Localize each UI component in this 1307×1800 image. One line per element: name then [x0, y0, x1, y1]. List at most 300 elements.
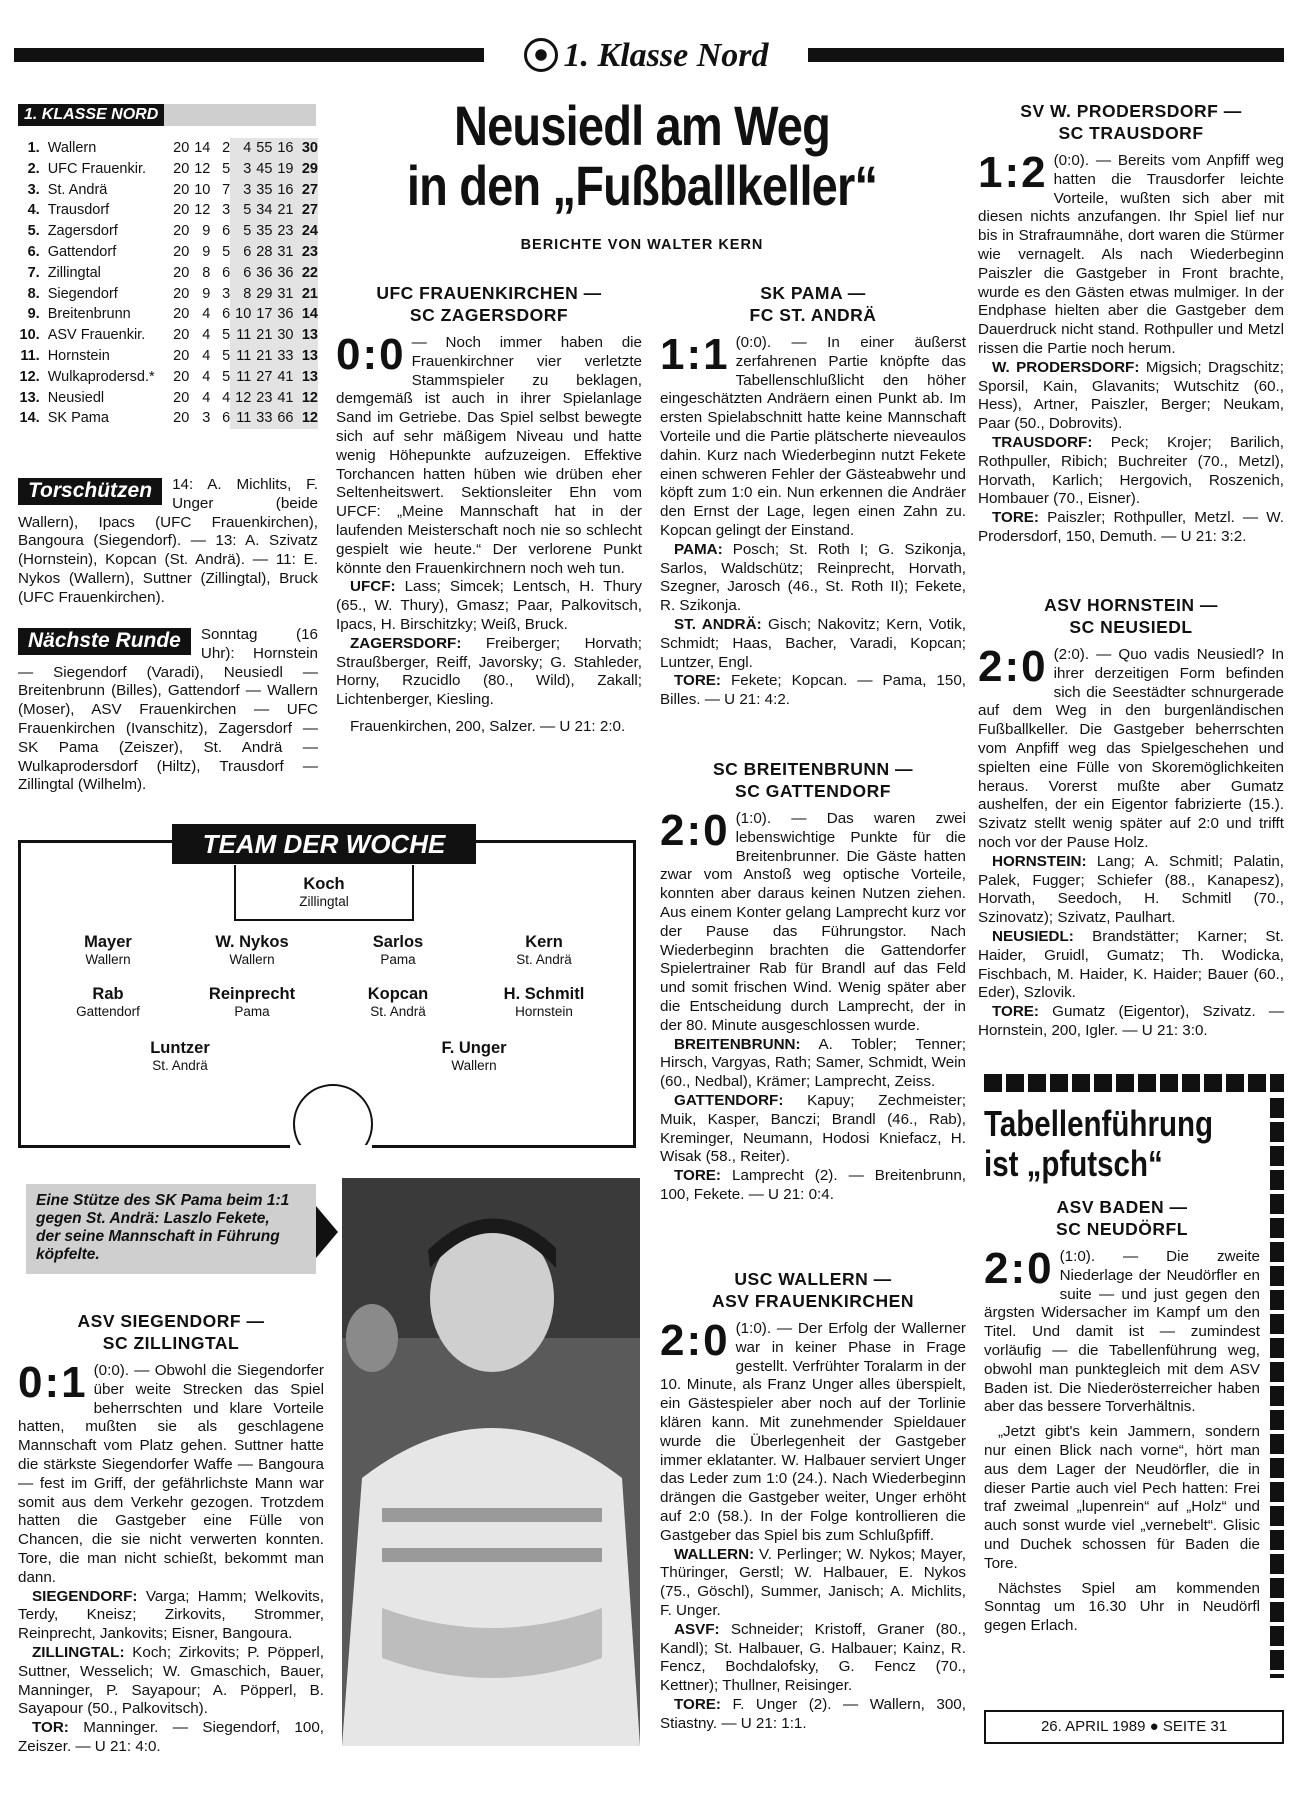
main-headline — [332, 96, 952, 216]
next-round-text — [18, 626, 318, 795]
standings-cell-gf: 36 — [251, 263, 272, 284]
standings-cell-s: 3 — [202, 410, 211, 427]
standings-cell-n: 12 — [230, 388, 251, 409]
standings-cell-pts: 29 — [293, 159, 318, 180]
scorers-label: Torschützen — [18, 478, 162, 505]
player-club: Gattendorf — [76, 1004, 140, 1019]
standings-cell-sp: 20 — [173, 181, 190, 198]
lineup-text: Brandstätter; Karner; St. Haider, Gruidl, Gumatz; Th. Wodicka, Fischbach, M. Haider, K. Haider; Bauer (60., Eder), Szlovik. — [978, 927, 1284, 1002]
standings-row — [18, 263, 318, 284]
standings-cell-pts: 13 — [293, 367, 318, 388]
match-title: SC NEUSIEDL — [1069, 617, 1193, 637]
player-club: Zillingtal — [299, 894, 349, 909]
next-round-label: Nächste Runde — [18, 628, 191, 655]
standings-cell-ga: 36 — [272, 304, 293, 325]
lineup-text: Lang; A. Schmitl; Palatin, Palek, Fugger; Schiefer (88., Kanapesz), Horvath, Seedoch, H. Schmitl (70., Szinovatz); Szivatz, Paulhart. — [978, 852, 1284, 927]
standings-cell-s: 9 — [202, 223, 211, 240]
match-body: (0:0). — Obwohl die Siegendorfer über weite Strecken das Spiel beherrschten und klare Vorteile hatten, mußten sie als geschlagene Mannschaft vom Platz gehen. Suttner hatte die stärkste Siegendorfer Waffe — Bangoura — fest im Griff, der gefährlichste Mann war somit aus dem Verkehr gezogen. Trotzdem hatten die Gastgeber eine Fülle von Chancen, die sie nicht verwerten konnten. Tore, die man nicht schießt, bekommt man dann. — [18, 1362, 324, 1586]
match-title: ASV BADEN — — [1056, 1197, 1188, 1217]
standings-cell-rank: 11. — [20, 347, 40, 364]
standings-cell-rank: 9. — [27, 306, 40, 323]
standings-cell-gf: 17 — [251, 304, 272, 325]
match-score: 2:0 — [660, 806, 730, 855]
standings-row — [18, 180, 318, 201]
match-body: (2:0). — Quo vadis Neusiedl? In ihrer derzeitigen Form befinden sich die Seestädter schnurgerade auf dem Weg in den burgenländischen Fußballkeller. Die Gastgeber beherrschten vom Anpfiff weg das Spielgeschehen und spielten eine Fülle von Skoremöglichkeiten heraus. Vorerst mußte aber Gumatz aushelfen, der ein Eigentor fabrizierte (15.). Szivatz stellt wenig später auf 2:0 und trifft noch vor der Pause Holz. — [978, 646, 1284, 851]
lineup — [660, 1036, 966, 1092]
standings-cell-ga: 30 — [272, 325, 293, 346]
match-report-pama — [660, 282, 966, 710]
footer-label: TORE: — [992, 1003, 1039, 1021]
standings-cell-pts: 14 — [293, 304, 318, 325]
standings-cell-team: St. Andrä — [47, 181, 108, 198]
banner-rule-left — [14, 48, 484, 62]
headline-line-1: Neusiedl am Weg — [453, 94, 831, 157]
lineup — [660, 1546, 966, 1621]
standings-cell-n: 8 — [230, 284, 251, 305]
scorers-body: 14: A. Michlits, F. Unger (beide Wallern), Ipacs (UFC Frauenkirchen), Bangoura (Siegendorf). — 13: A. Szivatz (Hornstein), Kopcan (St. Andrä). — 11: E. Nykos (Wallern), Suttner (Zillingtal), Bruck (UFC Frauenkirchen). — [18, 476, 318, 606]
standings-row — [18, 346, 318, 367]
lineup — [18, 1644, 324, 1719]
match-score: 2:0 — [660, 1316, 730, 1365]
standings-cell-sp: 20 — [173, 285, 190, 302]
standings-cell-sp: 20 — [173, 410, 190, 427]
player-club: St. Andrä — [370, 1004, 426, 1019]
standings-cell-team: Neusiedl — [47, 389, 105, 406]
standings-cell-n: 4 — [230, 138, 251, 159]
player-photo-illustration — [342, 1178, 640, 1746]
standings-cell-s: 14 — [194, 140, 211, 156]
standings-cell-rank: 6. — [27, 243, 40, 260]
standings-cell-s: 8 — [202, 264, 211, 281]
standings-cell-u: 7 — [222, 181, 231, 198]
player-name: H. Schmitl — [503, 985, 585, 1003]
lineup-label: W. PRODERSDORF: — [992, 358, 1140, 376]
footer-label: TORE: — [674, 1167, 721, 1185]
match-report-breitenbrunn — [660, 758, 966, 1205]
standings-cell-n: 5 — [230, 221, 251, 242]
standings-cell-ga: 16 — [272, 180, 293, 201]
standings-cell-s: 12 — [194, 202, 211, 219]
standings-cell-team: Breitenbrunn — [47, 306, 131, 323]
standings-cell-s: 4 — [202, 389, 211, 406]
lineup-text: Gisch; Nakovitz; Kern, Votik, Schmidt; Haas, Bacher, Varadi, Kopcan; Luntzer, Engl. — [660, 615, 966, 671]
footer-text: Gumatz (Eigentor), Szivatz. — Hornstein, 200, Igler. — U 21: 3:0. — [978, 1003, 1284, 1039]
player-name: Rab — [92, 985, 124, 1003]
player-club: Wallern — [229, 952, 275, 967]
standings-row — [18, 284, 318, 305]
side-story-right-border — [1270, 1098, 1284, 1678]
match-title: SV W. PRODERSDORF — — [1020, 101, 1242, 121]
standings-cell-sp: 20 — [173, 223, 190, 240]
team-player — [474, 932, 614, 968]
match-title: USC WALLERN — — [734, 1269, 892, 1289]
lineup-label: TRAUSDORF: — [992, 433, 1093, 451]
match-score: 1:1 — [660, 330, 730, 379]
match-title: SC TRAUSDORF — [1058, 123, 1204, 143]
standings-cell-n: 10 — [230, 304, 251, 325]
match-title: SC BREITENBRUNN — — [712, 759, 914, 779]
lineup-text: Migsich; Dragschitz; Sporsil, Kain, Glavanits; Wutschitz (60., Hess), Artner, Paiszler, Berger; Neukam, Paar (50., Dobrovits). — [978, 358, 1284, 433]
banner-rule-right — [808, 48, 1284, 62]
standings-cell-s: 4 — [202, 347, 211, 364]
standings-cell-team: Wulkaprodersd.* — [47, 368, 155, 385]
standings-cell-n: 6 — [230, 242, 251, 263]
standings-cell-ga: 66 — [272, 408, 293, 429]
standings-cell-pts: 27 — [293, 180, 318, 201]
match-score: 2:0 — [984, 1244, 1054, 1293]
standings-cell-ga: 41 — [272, 367, 293, 388]
match-title: ASV SIEGENDORF — — [77, 1311, 265, 1331]
player-name: Reinprecht — [208, 985, 296, 1003]
standings-cell-s: 12 — [194, 160, 211, 177]
standings-cell-pts: 24 — [293, 221, 318, 242]
lineup — [660, 541, 966, 616]
standings-cell-u: 5 — [222, 347, 231, 364]
match-footer: Frauenkirchen, 200, Salzer. — U 21: 2:0. — [350, 717, 626, 735]
section-title: 1. Klasse Nord — [563, 37, 769, 74]
standings-row — [18, 367, 318, 388]
standings-cell-pts: 13 — [293, 325, 318, 346]
field-edge-cover — [290, 1145, 372, 1165]
standings-cell-u: 3 — [222, 285, 231, 302]
lineup-label: ST. ANDRÄ: — [674, 615, 762, 633]
lineup-label: PAMA: — [674, 540, 723, 558]
match-title: UFC FRAUENKIRCHEN — — [376, 283, 602, 303]
team-player — [328, 984, 468, 1020]
next-round-body: Sonntag (16 Uhr): Hornstein — Siegendorf (Varadi), Neusiedl — Breitenbrunn (Billes), Gattendorf — Wallern (Moser), ASV Frauenkirchen — UFC Frauenkirchen (Ivanschitz), Zagersdorf — SK Pama (Zeiszer), St. Andrä — Wulkaprodersdorf (Hiltz), Trausdorf — Zillingtal (Wilhelm). — [18, 626, 318, 794]
team-player — [182, 932, 322, 968]
match-body: — Noch immer haben die Frauenkirchner vier verletzte Stammspieler zu beklagen, demgemäß ist auch in ihrer Spielanlage Sand im Getriebe. Das Spiel selbst bewegte sich auf sehr mäßigem Niveau und hatte wenig Höhepunkte aufzuzeigen. Effektive Torchancen hatten hüben wie drüben eher Seltenheitswert. Sektionsleiter Ehn vom UFCF: „Meine Mannschaft hat in der laufenden Meisterschaft noch nie so schlecht gespielt wie heute.“ Der verlorene Punkt könnte den Frauenkirchnern noch weh tun. — [336, 334, 642, 577]
standings-cell-ga: 19 — [272, 159, 293, 180]
standings-cell-pts: 27 — [293, 200, 318, 221]
standings-cell-rank: 5. — [27, 223, 40, 240]
standings-cell-ga: 21 — [272, 200, 293, 221]
lineup-text: Peck; Krojer; Barilich, Rothpuller, Ribich; Buchreiter (70., Metzl), Horvath, Karlich; Hergovich, Roszenich, Hombauer (70., Eisner). — [978, 433, 1284, 508]
standings-cell-pts: 23 — [293, 242, 318, 263]
lineup-text: Posch; St. Roth I; G. Szikonja, Sarlos, Waldschütz; Reinprecht, Horvath, Szegner, Jarosch (46., St. Roth II); Fekete, R. Szikonja. — [660, 540, 966, 615]
team-player — [404, 1038, 544, 1074]
standings-cell-ga: 16 — [272, 138, 293, 159]
lineup-label: BREITENBRUNN: — [674, 1035, 801, 1053]
standings-cell-team: Zagersdorf — [47, 223, 118, 240]
player-name: F. Unger — [441, 1039, 507, 1057]
lineup-text: V. Perlinger; W. Nykos; Mayer, Thüringer, Gerstl; W. Halbauer, E. Nykos (75., Göschl), Summer, Janisch; A. Michlits, F. Unger. — [660, 1545, 966, 1619]
player-club: Pama — [380, 952, 416, 967]
photo-caption: Eine Stütze des SK Pama beim 1:1 gegen St. Andrä: Laszlo Fekete, der seine Mannschaft in Führung köpfelte. — [36, 1192, 290, 1263]
standings-cell-s: 4 — [202, 327, 211, 344]
standings-cell-u: 5 — [222, 368, 231, 385]
standings-cell-pts: 30 — [293, 138, 318, 159]
lineup-label: WALLERN: — [674, 1545, 755, 1563]
standings-cell-gf: 55 — [251, 138, 272, 159]
match-body: (0:0). — Bereits vom Anpfiff weg hatten die Trausdorfer leichte Vorteile, wußten sich aber mit diesen nichts anzufangen. Ihr Spiel lief nur bis in Strafraumnähe, dort waren die Stürmer wie vernagelt. Als nach Wiederbeginn Paiszler die Gastgeber in Front brachte, wurde es den Gästen etwas mulmiger. In der Endphase hielten aber die Gastgeber dem Dauerdruck nicht stand. Rothpuller und Metzl rissen die Partie noch herum. — [978, 152, 1284, 357]
standings-cell-n: 11 — [230, 367, 251, 388]
byline: BERICHTE VON WALTER KERN — [520, 237, 764, 253]
lineup-label: ASVF: — [674, 1620, 720, 1638]
match-title: SC NEUDÖRFL — [1056, 1219, 1188, 1239]
standings-cell-pts: 13 — [293, 346, 318, 367]
standings-cell-u: 6 — [222, 264, 231, 281]
standings-cell-gf: 35 — [251, 221, 272, 242]
match-title: ASV FRAUENKIRCHEN — [712, 1291, 914, 1311]
lineup — [660, 1621, 966, 1696]
standings-cell-rank: 7. — [27, 264, 40, 281]
player-name: Kern — [525, 933, 563, 951]
footer-label: TOR: — [32, 1719, 69, 1737]
standings-cell-ga: 41 — [272, 388, 293, 409]
standings-cell-rank: 12. — [19, 368, 40, 385]
football-icon — [524, 38, 558, 72]
match-title: SC ZAGERSDORF — [409, 305, 569, 325]
match-body: (1:0). — Das waren zwei lebenswichtige Punkte für die Breitenbrunner. Die Gäste hatten zwar vom Anstoß weg optische Vorteile, konnten aber daraus keinen Nutzen ziehen. Aus einem Konter gelang Lamprecht kurz vor der Pause das Führungstor. Nach Wiederbeginn brachten die Gattendorfer Spielertrainer Rab für Brandl auf das Feld und somit frischen Wind. Wenig später aber die Entscheidung durch Lamprecht, der in der 80. Minute ausgeschlossen wurde. — [660, 810, 966, 1034]
standings-cell-n: 11 — [230, 408, 251, 429]
match-title: SC GATTENDORF — [735, 781, 891, 801]
team-player — [38, 932, 178, 968]
player-name: W. Nykos — [215, 933, 289, 951]
match-body: „Jetzt gibt's kein Jammern, sondern nur einen Blick nach vorne“, hört man aus dem Lager der Neudörfler, die in dieser Partie auch viel Pech hatten: Frei traf zweimal „lupenrein“ auf „Holz“ und auch sonst wurde viel „vernebelt“. Glisic und Duchek schossen für Baden die Tore. — [984, 1423, 1260, 1572]
standings-cell-team: Wallern — [47, 140, 97, 156]
match-footer — [18, 1719, 324, 1757]
match-report-ufc — [336, 282, 642, 737]
standings-cell-s: 10 — [194, 181, 211, 198]
match-footer — [978, 509, 1284, 547]
standings-cell-pts: 21 — [293, 284, 318, 305]
lineup — [336, 635, 642, 710]
standings-cell-n: 3 — [230, 180, 251, 201]
standings-row — [18, 221, 318, 242]
standings-cell-rank: 3. — [27, 181, 40, 198]
standings-cell-ga: 23 — [272, 221, 293, 242]
standings-cell-pts: 12 — [293, 408, 318, 429]
standings-cell-ga: 31 — [272, 284, 293, 305]
match-footer — [660, 1167, 966, 1205]
lineup-text: Koch; Zirkovits; P. Pöpperl, Suttner, Wesselich; W. Gmaschich, Bauer, Manninger, P. Sayapour; A. Pöpperl, B. Sayapour (50., Palkovitsch). — [18, 1643, 324, 1718]
match-title: ASV HORNSTEIN — — [1044, 595, 1218, 615]
standings-cell-gf: 45 — [251, 159, 272, 180]
standings-cell-u: 6 — [222, 223, 231, 240]
match-score: 0:0 — [336, 330, 406, 379]
standings-cell-gf: 28 — [251, 242, 272, 263]
standings-title: 1. KLASSE NORD — [18, 104, 164, 126]
standings-cell-rank: 14. — [19, 410, 40, 427]
lineup-text: Varga; Hamm; Welkovits, Terdy, Kneisz; Zirkovits, Strommer, Reinprecht, Jankovits; Eisner, Bangoura. — [18, 1587, 324, 1643]
caption-arrow-icon — [316, 1206, 338, 1258]
footer-text: Lamprecht (2). — Breitenbrunn, 100, Fekete. — U 21: 0:4. — [660, 1167, 966, 1203]
standings-cell-sp: 20 — [173, 202, 190, 219]
standings-cell-sp: 20 — [173, 389, 190, 406]
standings-cell-n: 11 — [230, 325, 251, 346]
match-score: 2:0 — [978, 642, 1048, 691]
standings-cell-n: 5 — [230, 200, 251, 221]
standings-row — [18, 138, 318, 159]
standings-row — [18, 200, 318, 221]
match-body: (1:0). — Der Erfolg der Wallerner war in keiner Phase in Frage gestellt. Verfrühter Toralarm in der 10. Minute, als Franz Unger alles überspielt, ein Gästespieler aber noch auf der Torlinie klären kann. Mit zunehmender Spieldauer wurde die Überlegenheit der Gastgeber immer eklatanter. W. Halbauer serviert Unger das Leder zum 1:0 (24.). Nach Wiederbeginn drängen die Gastgeber weiter, Unger erhöht auf 2:0 (58.). In der Folge kontrollieren die Gastgeber das Spiel bis zum Schlußpfiff. — [660, 1320, 966, 1544]
footer-text: Paiszler; Rothpuller, Metzl. — W. Prodersdorf, 150, Demuth. — U 21: 3:2. — [978, 509, 1284, 545]
standings-row — [18, 159, 318, 180]
page-footer: 26. APRIL 1989 ● SEITE 31 — [984, 1710, 1284, 1744]
standings-cell-sp: 20 — [173, 306, 190, 323]
standings-cell-sp: 20 — [173, 327, 190, 344]
footer-label: TORE: — [674, 1695, 721, 1713]
lineup — [336, 578, 642, 634]
footer-label: TORE: — [674, 672, 721, 690]
lineup-text: Schneider; Kristoff, Graner (80., Kandl); St. Halbauer, G. Halbauer; Kainz, R. Fencz, Bochdalofsky, G. Fencz (70., Kettner); Thullner, Reisinger. — [660, 1620, 966, 1695]
standings-cell-pts: 22 — [293, 263, 318, 284]
match-report-hornstein — [978, 594, 1284, 1041]
standings-cell-n: 11 — [230, 346, 251, 367]
match-score: 0:1 — [18, 1358, 88, 1407]
footer-text: Manninger. — Siegendorf, 100, Zeiszer. — U 21: 4:0. — [18, 1719, 324, 1755]
lineup-label: ZILLINGTAL: — [32, 1643, 125, 1661]
match-report-prodersdorf — [978, 100, 1284, 547]
match-report-siegendorf — [18, 1310, 324, 1757]
player-club: Wallern — [451, 1058, 497, 1073]
match-report-wallern — [660, 1268, 966, 1734]
standings-cell-gf: 21 — [251, 346, 272, 367]
side-story-top-border — [984, 1074, 1284, 1092]
match-footer — [660, 1696, 966, 1734]
standings-cell-rank: 4. — [27, 202, 40, 219]
standings-cell-u: 6 — [222, 306, 231, 323]
standings-header — [18, 104, 316, 126]
standings-cell-sp: 20 — [173, 140, 190, 156]
player-name: Sarlos — [372, 933, 424, 951]
lineup — [18, 1588, 324, 1644]
standings-cell-team: ASV Frauenkir. — [47, 327, 146, 344]
standings-cell-s: 4 — [202, 306, 211, 323]
standings-cell-sp: 20 — [173, 243, 190, 260]
standings-cell-team: UFC Frauenkir. — [47, 160, 147, 177]
standings-cell-u: 5 — [222, 327, 231, 344]
match-title: SK PAMA — — [760, 283, 866, 303]
player-photo — [342, 1178, 640, 1746]
standings-cell-ga: 33 — [272, 346, 293, 367]
standings-cell-ga: 36 — [272, 263, 293, 284]
lineup-text: A. Tobler; Tenner; Hirsch, Vargyas, Rath; Samer, Schmidt, Wein (60., Nedbal), Krämer; Lamprecht, Zeiss. — [660, 1035, 966, 1091]
lineup-label: GATTENDORF: — [674, 1091, 784, 1109]
team-player — [254, 874, 394, 910]
player-club: Hornstein — [515, 1004, 573, 1019]
standings-cell-sp: 20 — [173, 264, 190, 281]
lineup — [978, 434, 1284, 509]
standings-cell-rank: 2. — [27, 160, 40, 177]
standings-cell-gf: 34 — [251, 200, 272, 221]
standings-cell-s: 9 — [202, 285, 211, 302]
standings-row — [18, 304, 318, 325]
standings-cell-u: 5 — [222, 243, 231, 260]
player-name: Mayer — [84, 933, 132, 951]
standings-cell-team: SK Pama — [47, 410, 109, 427]
match-footer — [660, 672, 966, 710]
standings-row — [18, 388, 318, 409]
standings-cell-team: Trausdorf — [47, 202, 110, 219]
standings-cell-gf: 27 — [251, 367, 272, 388]
standings-cell-gf: 33 — [251, 408, 272, 429]
lineup-text: Freiberger; Horvath; Straußberger, Reiff, Javorsky; G. Stahleder, Horny, Rzucidlo (80., Wild), Zakall; Lichtenberger, Kiesling. — [336, 634, 642, 709]
standings-row — [18, 408, 318, 429]
team-player — [110, 1038, 250, 1074]
standings-cell-pts: 12 — [293, 388, 318, 409]
lineup-text: Lass; Simcek; Lentsch, H. Thury (65., W. Thury), Gmasz; Paar, Palkovitsch, Ipacs, H. Birschitzky; Weiß, Bruck. — [336, 578, 642, 633]
lineup-label: ZAGERSDORF: — [350, 634, 462, 652]
lineup — [660, 1092, 966, 1167]
lineup-label: NEUSIEDL: — [992, 927, 1074, 945]
standings-cell-n: 6 — [230, 263, 251, 284]
team-player — [474, 984, 614, 1020]
player-club: Wallern — [85, 952, 131, 967]
standings-cell-gf: 21 — [251, 325, 272, 346]
standings-cell-gf: 23 — [251, 388, 272, 409]
section-banner — [488, 36, 804, 76]
standings-cell-u: 2 — [222, 140, 231, 156]
standings-cell-u: 5 — [222, 160, 231, 177]
team-player — [182, 984, 322, 1020]
standings-cell-rank: 8. — [27, 285, 40, 302]
side-headline-1: Tabellenführung — [984, 1103, 1214, 1144]
match-body: (0:0). — In einer äußerst zerfahrenen Partie knöpfte das Tabellenschlußlicht den höher eingeschätzten Andräern einen Punkt ab. Im ersten Spielabschnitt hatte keine Mannschaft Vorteile und die Partie plätscherte nieveaulos dahin. Kurz nach Wiederbeginn nutzt Fekete einen schweren Fehler der Gästeabwehr und köpft zum 1:0 ein. Nun erkennen die Andräer den Ernst der Lage, legen einen Zahn zu. Kopcan gelingt der Einstand. — [660, 334, 966, 539]
team-player — [328, 932, 468, 968]
lineup — [978, 853, 1284, 928]
standings-cell-s: 9 — [202, 243, 211, 260]
standings-cell-sp: 20 — [173, 347, 190, 364]
footer-label: TORE: — [992, 509, 1039, 527]
standings-cell-u: 4 — [222, 389, 231, 406]
standings-cell-team: Gattendorf — [47, 243, 117, 260]
match-score: 1:2 — [978, 148, 1048, 197]
team-of-week-title: TEAM DER WOCHE — [172, 824, 476, 864]
lineup-label: SIEGENDORF: — [32, 1587, 138, 1605]
standings-cell-u: 6 — [222, 410, 231, 427]
match-footer — [978, 1003, 1284, 1041]
footer-text: Fekete; Kopcan. — Pama, 150, Billes. — U 21: 4:2. — [660, 672, 966, 709]
standings-cell-ga: 31 — [272, 242, 293, 263]
match-report-baden — [984, 1196, 1260, 1636]
standings-cell-sp: 20 — [173, 160, 190, 177]
lineup-text: Kapuy; Zechmeister; Muik, Kasper, Banczi; Brandl (46., Rab), Kreminger, Neumann, Hodosi Kniefacz, H. Wisak (58., Reiter). — [660, 1091, 966, 1166]
match-title: SC ZILLINGTAL — [102, 1333, 240, 1353]
team-player — [38, 984, 178, 1020]
lineup-label: HORNSTEIN: — [992, 852, 1087, 870]
player-name: Koch — [303, 875, 345, 893]
standings-cell-rank: 10. — [19, 327, 40, 344]
standings-cell-gf: 29 — [251, 284, 272, 305]
player-club: St. Andrä — [516, 952, 572, 967]
match-title: FC ST. ANDRÄ — [749, 305, 877, 325]
headline-line-2: in den „Fußballkeller“ — [406, 154, 878, 217]
standings-cell-rank: 13. — [19, 389, 40, 406]
standings-cell-team: Siegendorf — [47, 285, 118, 302]
footer-text: F. Unger (2). — Wallern, 300, Stiastny. — U 21: 1:1. — [660, 1695, 966, 1732]
standings-cell-sp: 20 — [173, 368, 190, 385]
next-round-box — [18, 626, 318, 795]
standings-cell-n: 3 — [230, 159, 251, 180]
scorers-text — [18, 476, 318, 608]
side-story — [984, 1104, 1260, 1184]
scorers-box — [18, 476, 318, 608]
lineup — [978, 928, 1284, 1003]
lineup — [660, 616, 966, 672]
lineup — [978, 359, 1284, 434]
standings-cell-u: 3 — [222, 202, 231, 219]
standings-cell-s: 4 — [202, 368, 211, 385]
match-body: Nächstes Spiel am kommenden Sonntag um 16.30 Uhr in Neudörfl gegen Erlach. — [984, 1579, 1260, 1635]
standings-cell-team: Zillingtal — [47, 264, 101, 281]
side-headline-2: ist „pfutsch“ — [984, 1143, 1163, 1184]
standings-table — [18, 138, 318, 429]
standings-cell-rank: 1. — [27, 140, 40, 156]
lineup-label: UFCF: — [350, 578, 396, 596]
player-club: St. Andrä — [152, 1058, 208, 1073]
